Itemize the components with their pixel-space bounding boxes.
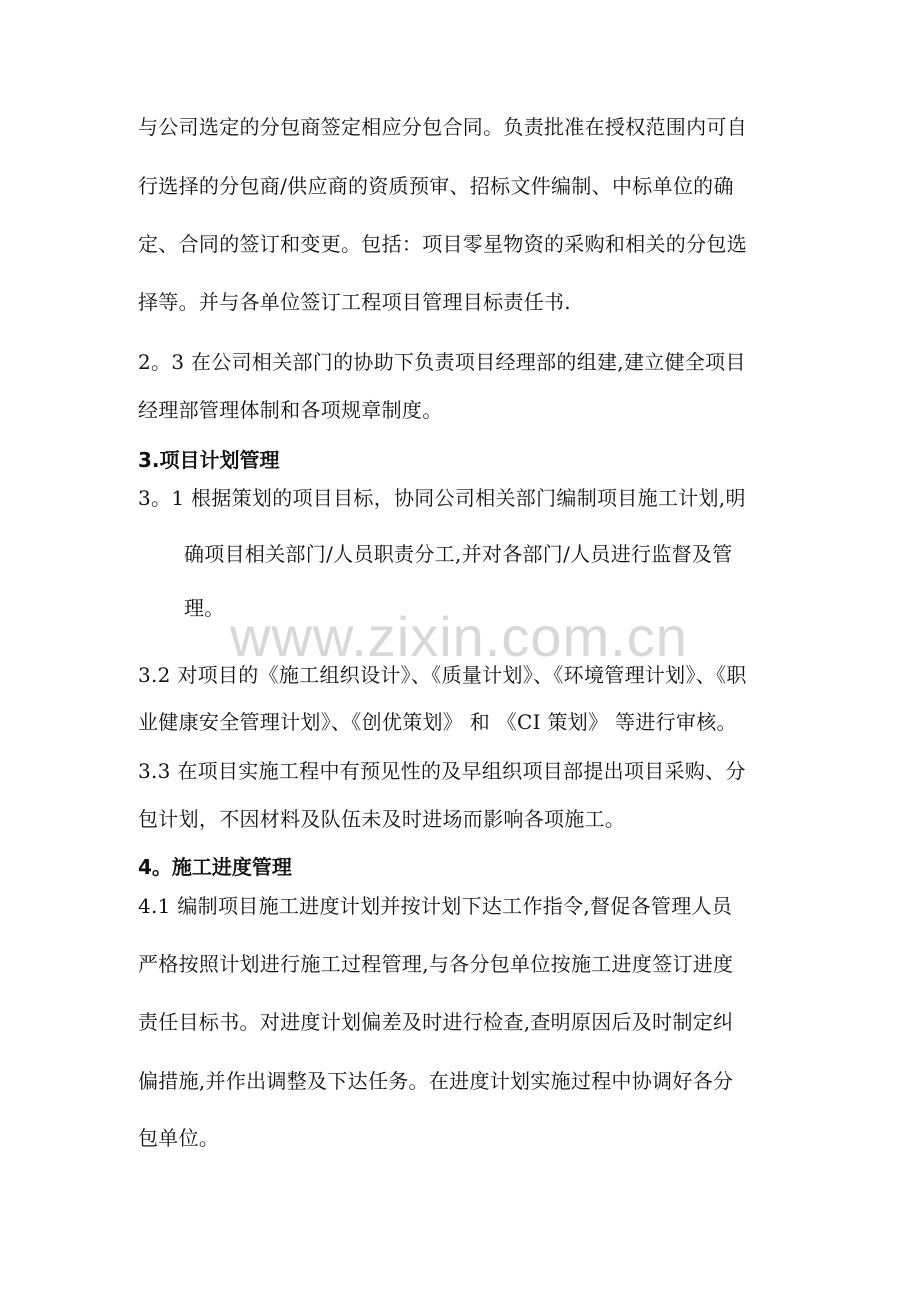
paragraph-line: 择等。并与各单位签订工程项目管理目标责任书. (138, 290, 571, 314)
section-heading: 4。施工进度管理 (138, 855, 292, 879)
paragraph-line: 定、合同的签订和变更。包括：项目零星物资的采购和相关的分包选 (138, 232, 747, 256)
paragraph-line: 3.3 在项目实施工程中有预见性的及早组织项目部提出项目采购、分 (138, 759, 746, 783)
paragraph-line: 业健康安全管理计划》、《创优策划》 和 《CI 策划》 等进行审核。 (138, 710, 737, 734)
paragraph-line: 包计划，不因材料及队伍未及时进场而影响各项施工。 (138, 807, 626, 831)
section-heading: 3.项目计划管理 (138, 448, 280, 472)
paragraph-line: 行选择的分包商/供应商的资质预审、招标文件编制、中标单位的确 (138, 174, 734, 198)
paragraph-line: 3.2 对项目的《施工组织设计》、《质量计划》、《环境管理计划》、《职 (138, 663, 747, 687)
paragraph-line: 包单位。 (138, 1126, 220, 1150)
paragraph-line: 经理部管理体制和各项规章制度。 (138, 398, 443, 422)
paragraph-line: 3。1 根据策划的项目目标，协同公司相关部门编制项目施工计划,明 (138, 486, 746, 510)
paragraph-line: 偏措施,并作出调整及下达任务。在进度计划实施过程中协调好各分 (138, 1069, 734, 1093)
paragraph-line: 理。 (184, 596, 225, 620)
paragraph-line: 确项目相关部门/人员职责分工,并对各部门/人员进行监督及管 (184, 542, 733, 566)
paragraph-line: 4.1 编制项目施工进度计划并按计划下达工作指令,督促各管理人员 (138, 894, 733, 918)
watermark: www.zixin.com.cn (230, 605, 688, 668)
paragraph-line: 2。3 在公司相关部门的协助下负责项目经理部的组建,建立健全项目 (138, 350, 746, 374)
paragraph-line: 与公司选定的分包商签定相应分包合同。负责批准在授权范围内可自 (138, 115, 747, 139)
paragraph-line: 责任目标书。对进度计划偏差及时进行检查,查明原因后及时制定纠 (138, 1010, 734, 1034)
paragraph-line: 严格按照计划进行施工过程管理,与各分包单位按施工进度签订进度 (138, 952, 734, 976)
